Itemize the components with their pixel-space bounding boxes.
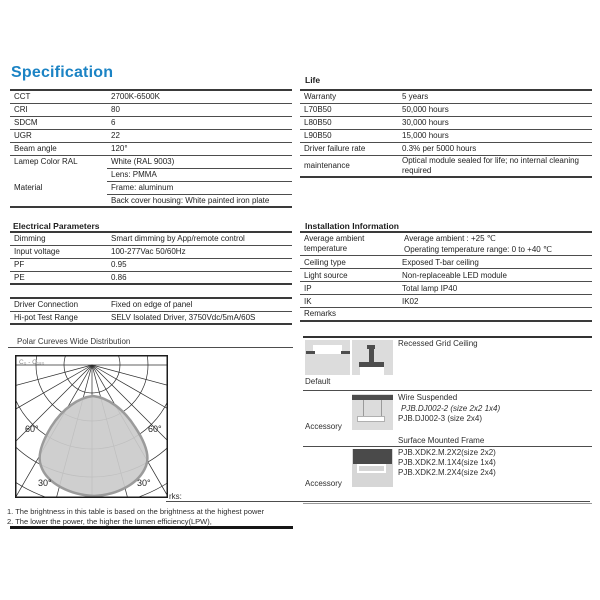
- spec-table: [10, 89, 292, 208]
- life-value: 0.3% per 5000 hours: [398, 142, 592, 155]
- ceiling-bar-shape: [352, 395, 393, 400]
- angle-label-30-right: 30°: [137, 478, 151, 488]
- accessory-part-number: PJB.XDK2.M.2X2(size 2x2): [398, 448, 496, 457]
- suspended-panel-shape: [357, 416, 385, 422]
- driver-label: Hi-pot Test Range: [10, 311, 107, 324]
- recessed-panel-shape: [313, 345, 342, 354]
- table-row: [10, 298, 292, 311]
- installation-label: Light source: [300, 269, 398, 282]
- driver-label: Driver Connection: [14, 300, 79, 310]
- spec-label: SDCM: [10, 116, 107, 129]
- installation-value: IK02: [398, 295, 592, 308]
- recessed-ceiling-icon: [305, 340, 350, 375]
- table-row: [300, 269, 592, 282]
- spec-value: 22: [107, 129, 292, 142]
- c-plane-label: C₀ - C₁₈₀: [19, 359, 45, 366]
- tbar-gap-shape: [360, 367, 384, 375]
- electrical-value: 100-277Vac 50/60Hz: [107, 245, 292, 258]
- table-row: [10, 129, 292, 142]
- driver-value: Fixed on edge of panel: [111, 300, 193, 310]
- grid-flange-left: [306, 351, 315, 354]
- mounting-row1-title: Recessed Grid Ceiling: [398, 339, 478, 348]
- installation-table: [300, 231, 592, 322]
- mounting-top-rule: [303, 336, 592, 338]
- accessory-part-number: PJB.XDK2.M.1X4(size 1x4): [398, 458, 496, 467]
- electrical-label: Input voltage: [10, 245, 107, 258]
- polar-heading: Polar Cureves Wide Distribution: [17, 337, 131, 346]
- accessory-part-number: PJB.DJ002-3 (size 2x4): [398, 414, 483, 423]
- surface-mounted-icon: [352, 449, 393, 487]
- life-label: Driver failure rate: [300, 142, 398, 155]
- table-row: [10, 155, 292, 168]
- table-row: [300, 90, 592, 103]
- installation-label: Remarks: [300, 308, 398, 321]
- life-value: 5 years: [402, 92, 429, 102]
- installation-value: [398, 232, 592, 256]
- table-row: [300, 256, 592, 269]
- electrical-value: 0.86: [107, 271, 292, 284]
- remarks-underline: [166, 501, 590, 502]
- spec-label: CRI: [10, 103, 107, 116]
- material-value: Back cover housing: White painted iron plate: [107, 194, 292, 207]
- mounting-row2-title: Wire Suspended: [398, 393, 458, 402]
- spec-label: Beam angle: [10, 142, 107, 155]
- spec-value: 6: [107, 116, 292, 129]
- table-row: [10, 90, 292, 103]
- life-value: Optical module sealed for life; no internal cleaning required: [398, 155, 592, 177]
- material-value: Frame: aluminum: [107, 181, 292, 194]
- table-row: [10, 103, 292, 116]
- life-label: L70B50: [300, 103, 398, 116]
- material-value: Lens: PMMA: [107, 168, 292, 181]
- divider: [303, 446, 592, 447]
- life-value: 50,000 hours: [398, 103, 592, 116]
- page-title: Specification: [11, 64, 114, 81]
- driver-value: SELV Isolated Driver, 3750Vdc/5mA/60S: [107, 311, 292, 324]
- spec-value: 80: [107, 103, 292, 116]
- spec-value: 120°: [107, 142, 292, 155]
- installation-value: Exposed T-bar ceiling: [398, 256, 592, 269]
- electrical-label: PF: [10, 258, 107, 271]
- table-row: [300, 142, 592, 155]
- divider: [303, 390, 592, 391]
- life-label: L90B50: [300, 129, 398, 142]
- installation-label: IP: [300, 282, 398, 295]
- accessory-part-number: PJB.XDK2.M.2X4(size 2x4): [398, 468, 496, 477]
- life-label: maintenance: [300, 155, 398, 177]
- tbar-flange-shape: [359, 362, 384, 367]
- electrical-value: Smart dimming by App/remote control: [111, 234, 245, 244]
- beam-distribution-lobe: [40, 396, 148, 496]
- table-row: [300, 232, 592, 256]
- surface-frame-shape: [353, 449, 392, 464]
- spec-value: 2700K-6500K: [111, 92, 160, 102]
- table-row: [300, 295, 592, 308]
- table-row: [10, 258, 292, 271]
- life-value: 30,000 hours: [398, 116, 592, 129]
- footnote-1: 1. The brightness in this table is based on the brightness at the highest power: [7, 507, 265, 516]
- angle-label-30-left: 30°: [38, 478, 52, 488]
- electrical-label: Dimming: [14, 234, 46, 244]
- life-value: 15,000 hours: [398, 129, 592, 142]
- polar-curve-chart: [15, 355, 168, 498]
- table-row: [300, 308, 592, 321]
- table-row: [300, 155, 592, 177]
- table-row: [10, 142, 292, 155]
- table-row: [10, 311, 292, 324]
- table-row: [10, 245, 292, 258]
- table-row: [10, 168, 292, 181]
- mounting-row2-label: Accessory: [305, 422, 342, 431]
- angle-label-60-right: 60°: [148, 424, 162, 434]
- life-table: [300, 89, 592, 178]
- spec-label: CCT: [14, 92, 31, 102]
- spec-label-material: Material: [14, 182, 43, 192]
- installation-value: [398, 308, 592, 321]
- mounting-row3-title: Surface Mounted Frame: [398, 436, 485, 445]
- remarks-cutoff-label: rks:: [169, 492, 182, 501]
- installation-label: Average ambient temperature: [304, 234, 365, 253]
- table-row: [300, 116, 592, 129]
- ambient-line: Operating temperature range: 0 to +40 ℃: [404, 245, 552, 254]
- electrical-heading: Electrical Parameters: [13, 221, 100, 231]
- installation-label: IK: [300, 295, 398, 308]
- table-row: [300, 103, 592, 116]
- electrical-table: [10, 231, 292, 285]
- installation-heading: Installation Information: [305, 221, 399, 231]
- life-label: Warranty: [304, 92, 337, 102]
- table-row: [10, 271, 292, 284]
- accessory-part-number: PJB.DJ002-2 (size 2x2 1x4): [401, 404, 501, 413]
- frame-opening-shape: [357, 464, 386, 473]
- spec-value: White (RAL 9003): [107, 155, 292, 168]
- tbar-profile-icon: [352, 340, 393, 375]
- grid-flange-right: [341, 351, 350, 354]
- table-row: [300, 129, 592, 142]
- table-row: [10, 116, 292, 129]
- wire-left: [363, 400, 364, 417]
- table-row: [300, 282, 592, 295]
- angle-label-60-left: 60°: [25, 424, 39, 434]
- life-label: L80B50: [300, 116, 398, 129]
- installation-value: Non-replaceable LED module: [398, 269, 592, 282]
- mounting-bottom-rule: [303, 503, 592, 504]
- footnote-2: 2. The lower the power, the higher the lumen efficiency(LPW),: [7, 517, 212, 526]
- ambient-line: Average ambient : +25 ℃: [404, 234, 496, 243]
- wire-right: [381, 400, 382, 417]
- mounting-row3-label: Accessory: [305, 479, 342, 488]
- divider: [8, 347, 293, 348]
- installation-label: Ceiling type: [300, 256, 398, 269]
- bottom-rule: [10, 526, 293, 529]
- installation-value: Total lamp IP40: [398, 282, 592, 295]
- wire-suspended-icon: [352, 394, 393, 430]
- electrical-label: PE: [10, 271, 107, 284]
- spec-label: UGR: [10, 129, 107, 142]
- electrical-value: 0.95: [107, 258, 292, 271]
- spec-label: Lamep Color RAL: [10, 155, 107, 168]
- table-row: [10, 232, 292, 245]
- mounting-row1-label: Default: [305, 377, 331, 386]
- life-heading: Life: [305, 75, 321, 85]
- driver-table: [10, 297, 292, 325]
